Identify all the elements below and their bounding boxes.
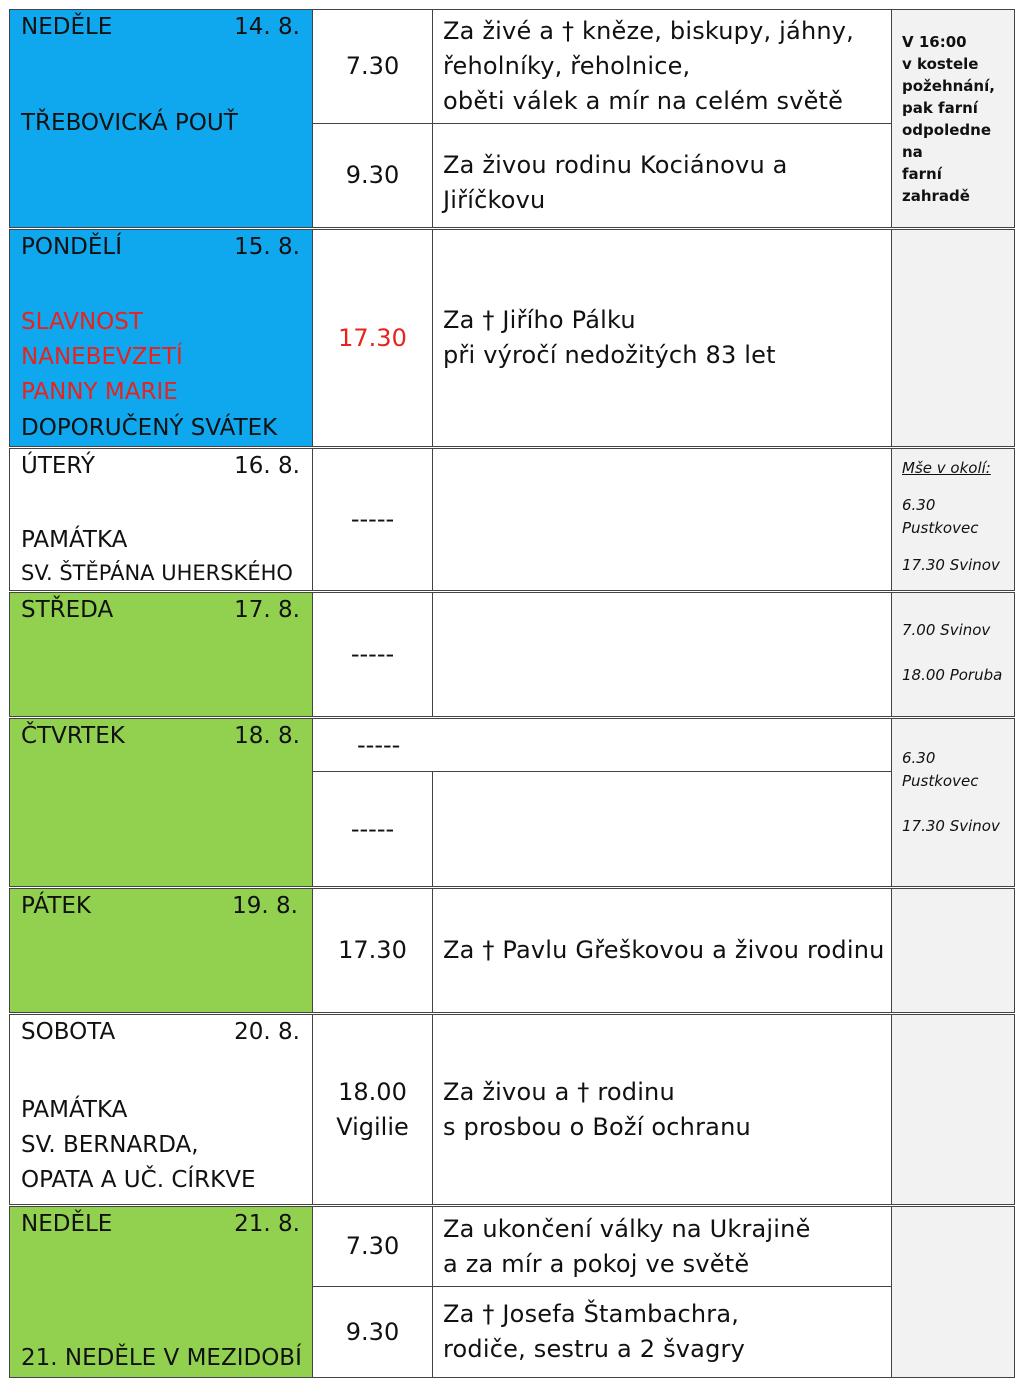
day-name: NEDĚLE bbox=[21, 1211, 113, 1237]
mass-time-text: 9.30 bbox=[345, 161, 400, 189]
day-subtitle: PAMÁTKA bbox=[21, 527, 128, 553]
mass-time bbox=[312, 771, 433, 887]
day-cell-mon15 bbox=[9, 229, 313, 447]
day-subtitle: SV. ŠTĚPÁNA UHERSKÉHO bbox=[21, 561, 293, 585]
mass-intention bbox=[432, 123, 892, 228]
mass-intention bbox=[432, 771, 892, 887]
note-line: 6.30 bbox=[902, 749, 936, 767]
note-cell-wed17 bbox=[891, 592, 1015, 717]
intention-line: a za mír a pokoj ve světě bbox=[443, 1249, 750, 1278]
day-subtitle: 21. NEDĚLE V MEZIDOBÍ bbox=[21, 1345, 302, 1371]
mass-intention bbox=[432, 1014, 892, 1205]
note-cell-tue16 bbox=[891, 448, 1015, 591]
mass-time bbox=[312, 9, 433, 124]
mass-time bbox=[312, 448, 433, 591]
day-name: STŘEDA bbox=[21, 597, 114, 623]
note-line: farní zahradě bbox=[902, 164, 970, 205]
day-subtitle: SV. BERNARDA, bbox=[21, 1132, 199, 1158]
feast-line: SLAVNOST bbox=[21, 309, 143, 335]
day-date: 20. 8. bbox=[234, 1019, 300, 1045]
note-line: 17.30 Svinov bbox=[902, 556, 1000, 574]
mass-time-text: ----- bbox=[350, 640, 395, 668]
mass-time bbox=[312, 229, 433, 447]
mass-intention bbox=[432, 592, 892, 717]
day-name: ÚTERÝ bbox=[21, 453, 95, 479]
intention-line: Za † Josefa Štambachra, bbox=[443, 1300, 740, 1328]
mass-time bbox=[312, 1014, 433, 1205]
note-cell-fri19 bbox=[891, 888, 1015, 1013]
intention-line: Za ukončení války na Ukrajině bbox=[443, 1214, 811, 1243]
day-cell-tue16 bbox=[9, 448, 313, 591]
day-cell-thu18 bbox=[9, 718, 313, 887]
note-line: požehnání, bbox=[902, 76, 995, 95]
note-line: odpoledne na bbox=[902, 120, 991, 161]
intention-line: Za živou a † rodinu bbox=[443, 1077, 675, 1106]
note-cell-thu18 bbox=[891, 718, 1015, 887]
mass-time-text: 17.30 bbox=[338, 936, 407, 964]
day-cell-sun14 bbox=[9, 9, 313, 228]
day-cell-fri19 bbox=[9, 888, 313, 1013]
mass-intention bbox=[432, 1286, 892, 1378]
note-line: 18.00 Poruba bbox=[902, 666, 1003, 684]
mass-time bbox=[312, 1286, 433, 1378]
day-name: PÁTEK bbox=[21, 893, 92, 919]
note-title: Mše v okolí: bbox=[902, 459, 991, 477]
intention-line: rodiče, sestru a 2 švagry bbox=[443, 1335, 745, 1363]
day-cell-sat20 bbox=[9, 1014, 313, 1205]
day-date: 14. 8. bbox=[234, 14, 300, 40]
note-line: 7.00 Svinov bbox=[902, 621, 991, 639]
note-line: V 16:00 bbox=[902, 32, 967, 51]
day-date: 21. 8. bbox=[234, 1211, 300, 1237]
mass-time-text: 9.30 bbox=[345, 1317, 400, 1346]
mass-time-text: ----- bbox=[357, 731, 401, 759]
mass-intention bbox=[432, 448, 892, 591]
note-line: Pustkovec bbox=[902, 772, 979, 790]
intention-line: Za † Jiřího Pálku bbox=[443, 306, 636, 334]
intention-line: Za živé a † kněze, biskupy, jáhny, bbox=[443, 17, 855, 45]
mass-intention bbox=[432, 1206, 892, 1287]
day-subtitle: DOPORUČENÝ SVÁTEK bbox=[21, 415, 278, 441]
note-cell-sat20 bbox=[891, 1014, 1015, 1205]
note-line: v kostele bbox=[902, 54, 979, 73]
intention-line: Za † Pavlu Gřeškovou a živou rodinu bbox=[443, 936, 885, 964]
day-subtitle: TŘEBOVICKÁ POUŤ bbox=[21, 110, 238, 136]
note-cell-sun14 bbox=[891, 9, 1015, 228]
intention-line: oběti válek a mír na celém světě bbox=[443, 87, 844, 115]
day-subtitle: OPATA A UČ. CÍRKVE bbox=[21, 1167, 256, 1193]
day-cell-wed17 bbox=[9, 592, 313, 717]
day-date: 17. 8. bbox=[234, 597, 300, 623]
mass-time-note: Vigilie bbox=[336, 1112, 409, 1141]
mass-time-text: 18.00 bbox=[338, 1077, 407, 1106]
mass-time bbox=[312, 592, 433, 717]
day-date: 18. 8. bbox=[234, 723, 300, 749]
day-name: ČTVRTEK bbox=[21, 723, 125, 749]
intention-line: řeholníky, řeholnice, bbox=[443, 52, 691, 80]
day-name: SOBOTA bbox=[21, 1019, 116, 1045]
day-date: 16. 8. bbox=[234, 453, 300, 479]
mass-time bbox=[312, 718, 892, 772]
mass-time-text: ----- bbox=[350, 814, 395, 843]
mass-time-text: ----- bbox=[350, 505, 395, 533]
mass-time-text: 7.30 bbox=[345, 52, 400, 80]
intention-line: při výročí nedožitých 83 let bbox=[443, 341, 776, 369]
day-name: NEDĚLE bbox=[21, 14, 113, 40]
mass-intention bbox=[432, 888, 892, 1013]
mass-time-text: 7.30 bbox=[345, 1232, 400, 1260]
note-line: pak farní bbox=[902, 98, 978, 117]
mass-time bbox=[312, 888, 433, 1013]
mass-intention bbox=[432, 9, 892, 124]
feast-line: PANNY MARIE bbox=[21, 379, 178, 405]
day-date: 15. 8. bbox=[234, 234, 300, 260]
feast-line: NANEBEVZETÍ bbox=[21, 344, 183, 370]
note-cell-mon15 bbox=[891, 229, 1015, 447]
intention-line: Za živou rodinu Kociánovu a Jiříčkovu bbox=[443, 150, 788, 214]
mass-intention bbox=[432, 229, 892, 447]
note-line: Pustkovec bbox=[902, 519, 979, 537]
day-name: PONDĚLÍ bbox=[21, 234, 123, 260]
mass-time bbox=[312, 123, 433, 228]
intention-line: s prosbou o Boží ochranu bbox=[443, 1112, 751, 1141]
day-cell-sun21 bbox=[9, 1206, 313, 1378]
day-subtitle: PAMÁTKA bbox=[21, 1097, 128, 1123]
mass-time-text: 17.30 bbox=[338, 323, 407, 352]
note-line: 17.30 Svinov bbox=[902, 817, 1000, 835]
note-cell-sun21 bbox=[891, 1206, 1015, 1378]
mass-time bbox=[312, 1206, 433, 1287]
day-date: 19. 8. bbox=[232, 893, 298, 919]
note-line: 6.30 bbox=[902, 496, 936, 514]
